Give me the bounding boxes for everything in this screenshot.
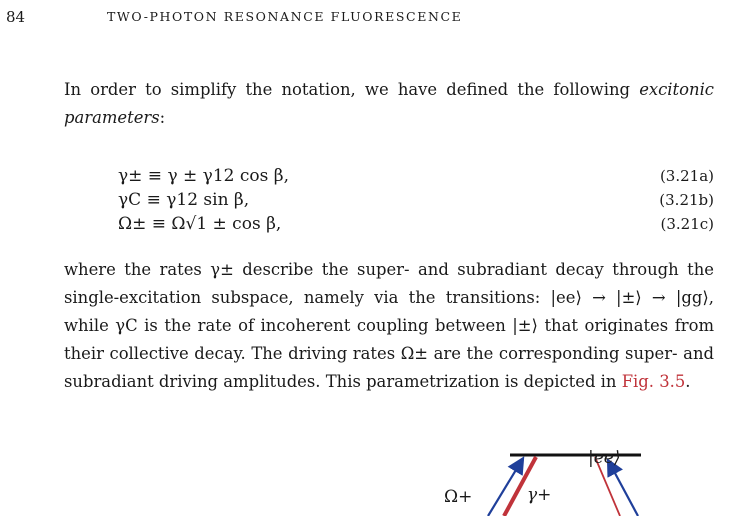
figure-reference-link[interactable]: Fig. 3.5 — [621, 372, 686, 391]
page-header — [6, 8, 736, 28]
explanation-line: single-excitation subspace, namely via the transitions: |ee⟩ → |±⟩ → |gg⟩, — [64, 288, 714, 307]
explanation-line: their collective decay. The driving rates Ω± are the corresponding super- and — [64, 344, 714, 363]
page-number: 84 — [6, 8, 26, 26]
drive-arrow-right — [609, 462, 638, 516]
equation-3-21a — [118, 166, 714, 192]
equation-math: γC ≡ γ12 sin β, — [118, 190, 250, 210]
ee-state-label: |ee⟩ — [588, 448, 621, 468]
equation-number: (3.21c) — [660, 215, 714, 233]
omega-plus-arrow — [488, 460, 522, 516]
explanation-line: where the rates γ± describe the super- and subradiant decay through the — [64, 260, 714, 279]
level-diagram — [0, 440, 742, 516]
explanation-paragraph — [64, 256, 714, 396]
running-title: TWO-PHOTON RESONANCE FLUORESCENCE — [107, 9, 463, 24]
excitonic-term: excitonic — [639, 80, 714, 99]
intro-line-1: In order to simplify the notation, we have defined the following excitonic — [64, 80, 714, 99]
omega-plus-label: Ω+ — [444, 487, 473, 507]
explanation-line: while γC is the rate of incoherent coupling between |±⟩ that originates from — [64, 316, 714, 335]
equation-number: (3.21a) — [659, 167, 714, 185]
parameters-term: parameters — [64, 108, 160, 127]
equation-math: Ω± ≡ Ω√1 ± cos β, — [118, 214, 282, 234]
equation-math: γ± ≡ γ ± γ12 cos β, — [118, 166, 289, 186]
intro-line-2: parameters: — [64, 108, 166, 127]
equation-3-21b — [118, 190, 714, 216]
equation-number: (3.21b) — [659, 191, 714, 209]
intro-paragraph — [64, 76, 714, 132]
explanation-line-last: subradiant driving amplitudes. This parametrization is depicted in Fig. 3.5. — [64, 372, 691, 391]
gamma-plus-label: γ+ — [527, 485, 552, 505]
equation-3-21c — [118, 214, 714, 240]
